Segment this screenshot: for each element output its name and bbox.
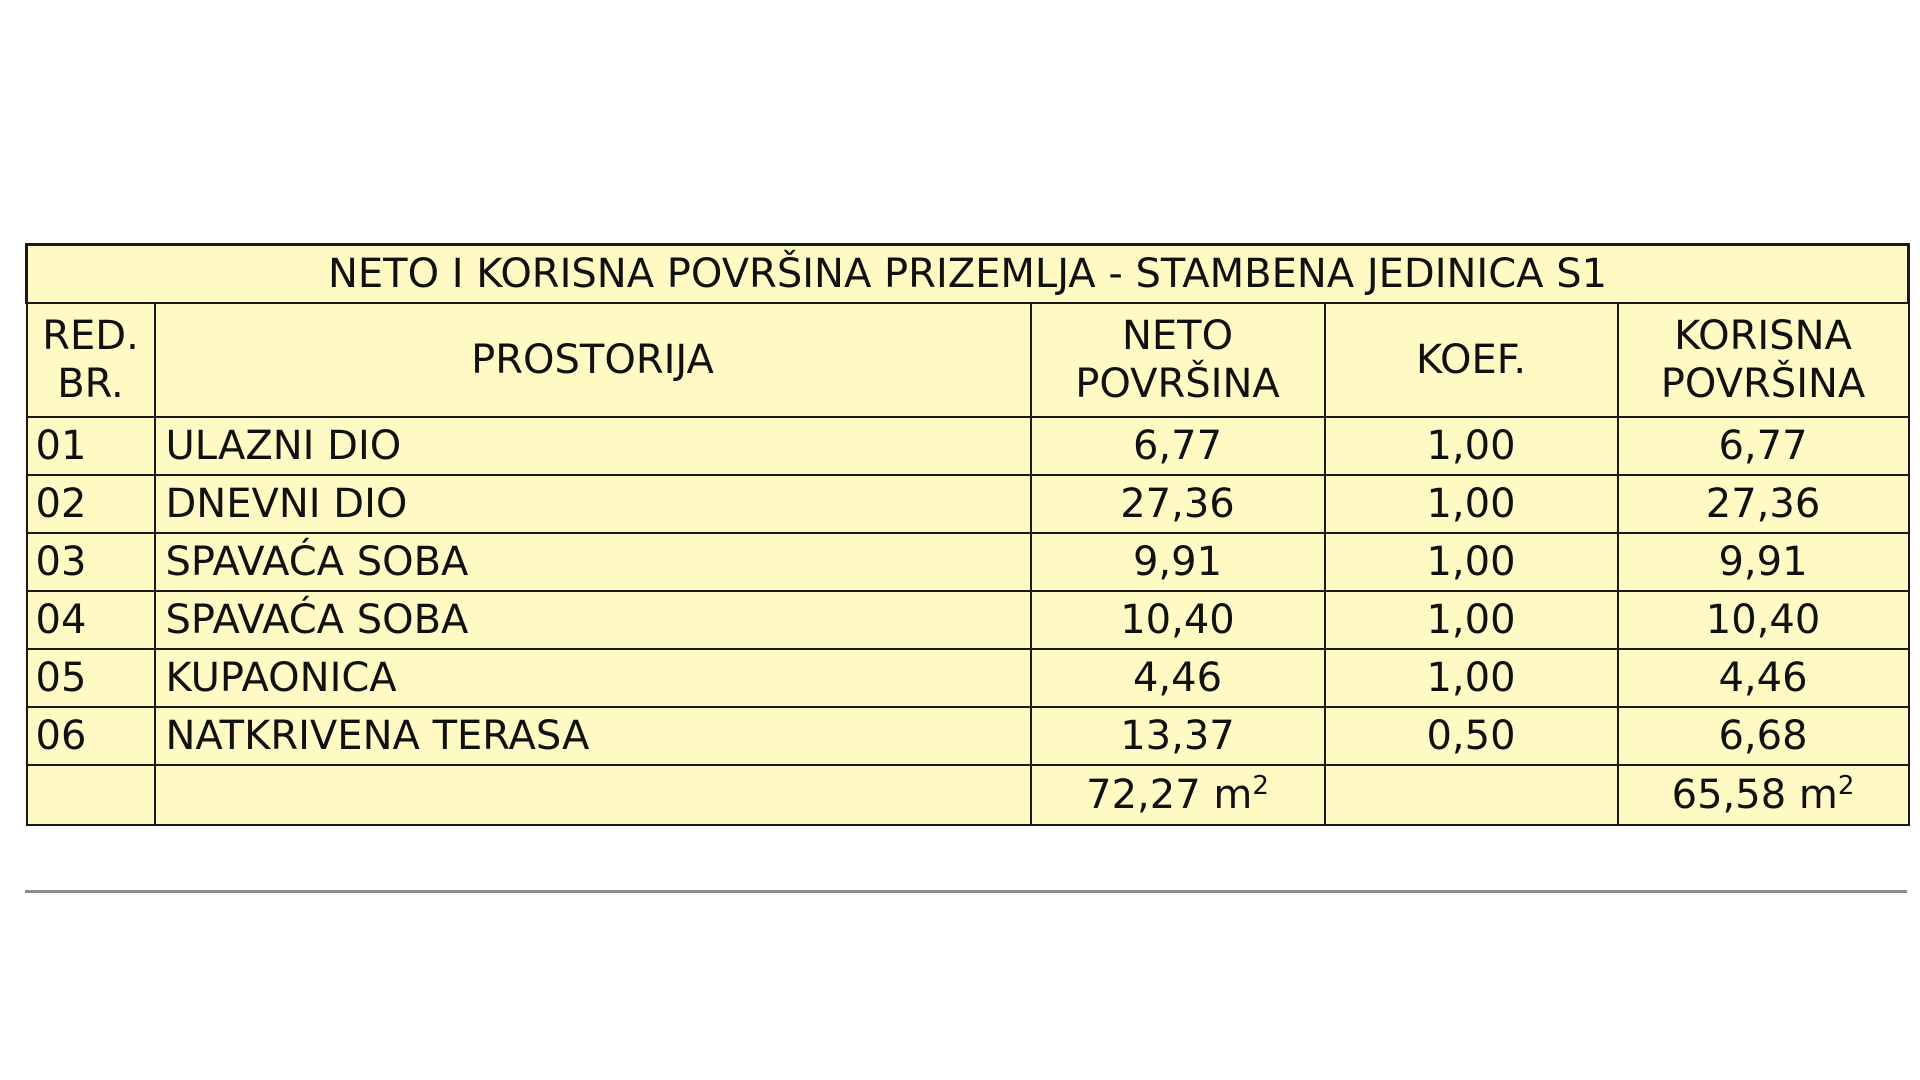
row-koef: 1,00 xyxy=(1325,591,1618,649)
header-prostorija: PROSTORIJA xyxy=(155,303,1031,417)
table-row xyxy=(27,475,1909,533)
header-red-br xyxy=(27,303,155,417)
horizontal-divider xyxy=(25,890,1907,893)
total-korisna-value: 65,58 m xyxy=(1671,772,1838,818)
table-title: NETO I KORISNA POVRŠINA PRIZEMLJA - STAMBENA JEDINICA S1 xyxy=(27,245,1909,304)
header-red-br-line1: RED. xyxy=(42,313,139,359)
row-korisna: 6,68 xyxy=(1618,707,1909,765)
table-row xyxy=(27,591,1909,649)
row-number: 02 xyxy=(27,475,155,533)
area-table xyxy=(25,243,1910,826)
header-korisna-line2: POVRŠINA xyxy=(1660,361,1866,407)
row-korisna: 9,91 xyxy=(1618,533,1909,591)
totals-empty-koef xyxy=(1325,765,1618,825)
row-number: 01 xyxy=(27,417,155,475)
table-row xyxy=(27,649,1909,707)
row-neto: 6,77 xyxy=(1031,417,1325,475)
row-neto: 13,37 xyxy=(1031,707,1325,765)
row-number: 03 xyxy=(27,533,155,591)
header-neto-line1: NETO xyxy=(1121,313,1234,359)
total-neto-value: 72,27 m xyxy=(1086,772,1253,818)
header-korisna-povrsina xyxy=(1618,303,1909,417)
row-koef: 1,00 xyxy=(1325,533,1618,591)
row-neto: 10,40 xyxy=(1031,591,1325,649)
totals-row xyxy=(27,765,1909,825)
totals-empty-room xyxy=(155,765,1031,825)
row-number: 05 xyxy=(27,649,155,707)
row-korisna: 6,77 xyxy=(1618,417,1909,475)
total-neto-unit-sup: 2 xyxy=(1252,771,1269,801)
row-korisna: 27,36 xyxy=(1618,475,1909,533)
table-title-row xyxy=(27,245,1909,304)
header-korisna-line1: KORISNA xyxy=(1674,313,1852,359)
row-room: SPAVAĆA SOBA xyxy=(155,591,1031,649)
totals-empty-number xyxy=(27,765,155,825)
area-table-sheet xyxy=(25,243,1907,826)
row-room: KUPAONICA xyxy=(155,649,1031,707)
row-koef: 1,00 xyxy=(1325,475,1618,533)
row-room: NATKRIVENA TERASA xyxy=(155,707,1031,765)
total-neto xyxy=(1031,765,1325,825)
row-koef: 1,00 xyxy=(1325,417,1618,475)
row-korisna: 4,46 xyxy=(1618,649,1909,707)
row-neto: 27,36 xyxy=(1031,475,1325,533)
row-room: SPAVAĆA SOBA xyxy=(155,533,1031,591)
row-koef: 0,50 xyxy=(1325,707,1618,765)
header-red-br-line2: BR. xyxy=(57,361,124,407)
header-neto-line2: POVRŠINA xyxy=(1075,361,1280,407)
table-header-row xyxy=(27,303,1909,417)
total-korisna-unit-sup: 2 xyxy=(1837,771,1855,801)
table-row xyxy=(27,417,1909,475)
row-number: 06 xyxy=(27,707,155,765)
header-koef: KOEF. xyxy=(1325,303,1618,417)
table-row xyxy=(27,533,1909,591)
row-number: 04 xyxy=(27,591,155,649)
row-room: DNEVNI DIO xyxy=(155,475,1031,533)
row-neto: 9,91 xyxy=(1031,533,1325,591)
row-neto: 4,46 xyxy=(1031,649,1325,707)
row-koef: 1,00 xyxy=(1325,649,1618,707)
table-row xyxy=(27,707,1909,765)
header-neto-povrsina xyxy=(1031,303,1325,417)
row-korisna: 10,40 xyxy=(1618,591,1909,649)
row-room: ULAZNI DIO xyxy=(155,417,1031,475)
total-korisna xyxy=(1618,765,1909,825)
